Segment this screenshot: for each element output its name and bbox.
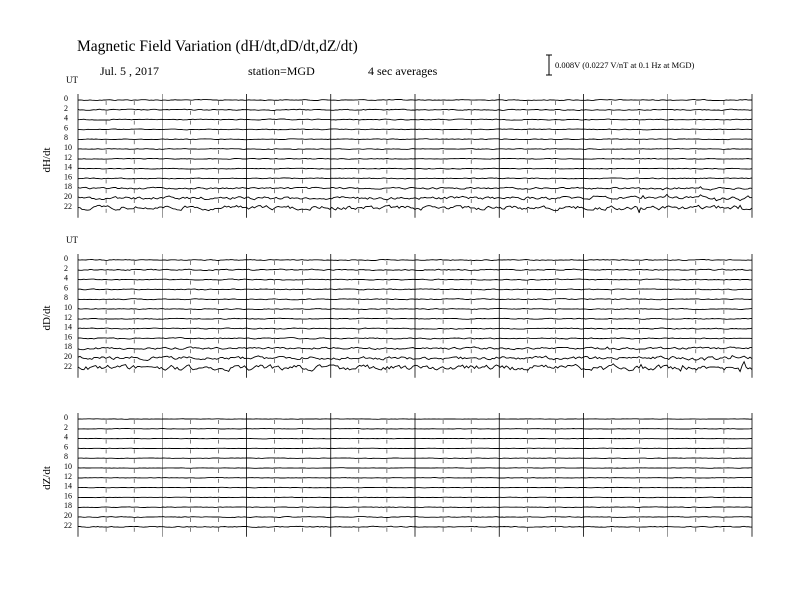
trace-line-0h [78, 419, 752, 420]
trace-line-4h [78, 438, 752, 439]
trace-line-12h [78, 318, 752, 319]
trace-line-10h [78, 468, 752, 469]
row-hour-label: 16 [64, 332, 72, 342]
trace-line-10h [78, 149, 752, 150]
row-hour-label: 0 [64, 413, 68, 422]
row-hour-label: 16 [64, 491, 72, 501]
scale-label: 0.008V (0.0227 V/nT at 0.1 Hz at MGD) [555, 60, 695, 70]
row-hour-label: 10 [64, 462, 72, 471]
row-hour-label: 20 [64, 192, 72, 201]
trace-line-8h [78, 458, 752, 459]
row-hour-label: 12 [64, 312, 72, 322]
row-hour-label: 16 [64, 172, 72, 182]
averaging-label: 4 sec averages [368, 64, 438, 78]
row-hour-label: 10 [64, 143, 72, 152]
row-hour-label: 4 [64, 273, 68, 283]
row-hour-label: 0 [64, 254, 68, 263]
row-hour-label: 8 [64, 293, 68, 303]
row-hour-label: 2 [64, 103, 68, 113]
row-hour-label: 6 [64, 123, 68, 133]
row-hour-label: 14 [64, 322, 72, 332]
row-hour-label: 4 [64, 432, 68, 442]
row-hour-label: 18 [64, 182, 72, 192]
row-hour-label: 18 [64, 342, 72, 352]
row-hour-label: 10 [64, 303, 72, 312]
y-axis-label: dH/dt [41, 147, 53, 173]
trace-line-8h [78, 139, 752, 140]
row-hour-label: 0 [64, 94, 68, 103]
row-hour-label: 22 [64, 361, 72, 371]
row-hour-label: 4 [64, 113, 68, 123]
trace-line-14h [78, 487, 752, 488]
row-hour-label: 8 [64, 133, 68, 143]
row-hour-label: 12 [64, 471, 72, 481]
row-hour-label: 2 [64, 422, 68, 432]
y-axis-label: dD/dt [41, 305, 53, 331]
trace-line-12h [78, 478, 752, 479]
chart-title: Magnetic Field Variation (dH/dt,dD/dt,dZ/dt) [77, 38, 358, 55]
trace-line-4h [78, 119, 752, 120]
row-hour-label: 20 [64, 511, 72, 520]
trace-line-16h [78, 497, 752, 498]
ut-label: UT [66, 235, 78, 245]
y-axis-label: dZ/dt [41, 466, 53, 490]
row-hour-label: 22 [64, 201, 72, 211]
row-hour-label: 14 [64, 162, 72, 172]
row-hour-label: 20 [64, 352, 72, 361]
row-hour-label: 22 [64, 520, 72, 530]
row-hour-label: 14 [64, 481, 72, 491]
row-hour-label: 12 [64, 152, 72, 162]
date-label: Jul. 5 , 2017 [100, 64, 160, 78]
row-hour-label: 2 [64, 263, 68, 273]
row-hour-label: 6 [64, 283, 68, 293]
trace-line-6h [78, 289, 752, 290]
row-hour-label: 6 [64, 442, 68, 452]
ut-label: UT [66, 75, 78, 85]
row-hour-label: 18 [64, 501, 72, 511]
row-hour-label: 8 [64, 452, 68, 462]
trace-line-6h [78, 448, 752, 449]
station-label: station=MGD [248, 64, 315, 78]
trace-line-2h [78, 429, 752, 430]
